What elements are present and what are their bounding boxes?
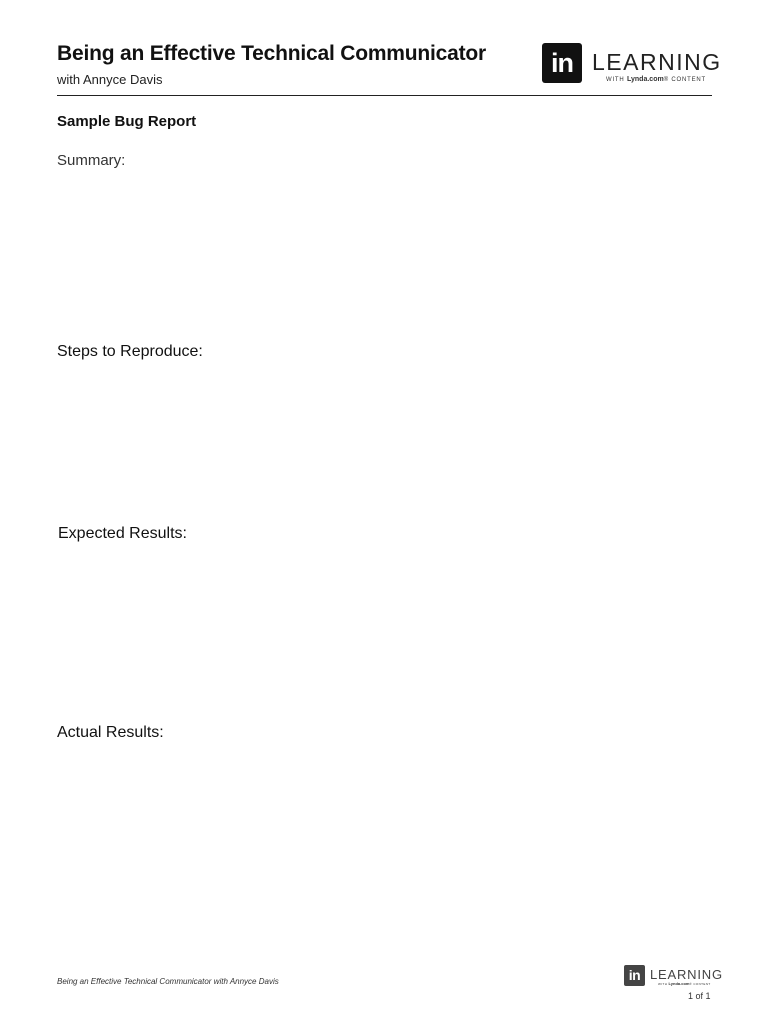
linkedin-learning-logo [542, 43, 722, 85]
page-number: 1 of 1 [688, 991, 711, 1001]
footer-logo-wordmark: LEARNING [650, 967, 723, 982]
actual-results-heading: Actual Results: [57, 724, 164, 741]
course-subtitle: with Annyce Davis [57, 72, 163, 87]
course-title: Being an Effective Technical Communicator [57, 42, 487, 65]
linkedin-in-icon: in [542, 43, 582, 83]
logo-wordmark: LEARNING [592, 49, 722, 75]
expected-results-heading: Expected Results: [58, 525, 187, 542]
logo-tagline-brand: Lynda.com [627, 76, 664, 83]
footer-linkedin-in-icon: in [624, 965, 645, 986]
header-divider [57, 95, 712, 96]
logo-tagline [606, 76, 706, 83]
logo-tagline-prefix: WITH [606, 77, 627, 83]
footer-logo-tagline [658, 981, 711, 986]
footer-tagline-suffix: ® CONTENT [689, 982, 711, 986]
document-title: Sample Bug Report [57, 113, 197, 130]
logo-tagline-suffix: ® CONTENT [663, 77, 706, 83]
footer-linkedin-learning-logo [624, 965, 723, 989]
footer-tagline-brand: Lynda.com [668, 981, 690, 986]
steps-to-reproduce-heading: Steps to Reproduce: [57, 343, 203, 360]
footer-tagline-prefix: WITH [658, 982, 669, 986]
footer-course-credit: Being an Effective Technical Communicator with Annyce Davis [57, 977, 279, 986]
summary-label: Summary: [57, 152, 126, 169]
